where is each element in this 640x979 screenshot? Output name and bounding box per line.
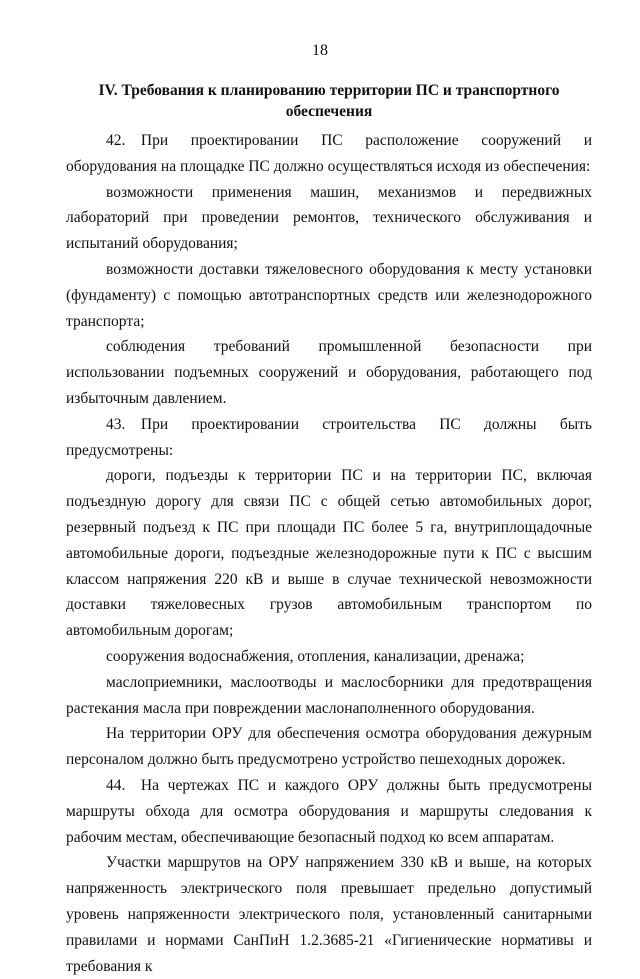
section-heading-line-1: IV. Требования к планированию территории ПС и транспортного [98, 82, 560, 99]
paragraph-42: 42. При проектировании ПС расположение сооружений и оборудования на площадке ПС должно осуществляться исходя из обеспечения: [66, 132, 592, 175]
list-item: соблюдения требований промышленной безопасности при использовании подъемных сооружений и оборудования, работающего под избыточным давлением. [66, 338, 592, 407]
paragraph-44: 44. На чертежах ПС и каждого ОРУ должны быть предусмотрены маршруты обхода для осмотра оборудования и маршруты следования к рабочим местам, обеспечивающие безопасный подход ко всем аппаратам. [66, 776, 592, 846]
list-item: дороги, подъезды к территории ПС и на территории ПС, включая подъездную дорогу для связи ПС с общей сетью автомобильных дорог, резервный подъезд к ПС при площади ПС более 5 га, внутриплощадочные автомобильные дороги, подъездные железнодорожные пути к ПС с высшим классом напряжения 220 кВ и выше в случае технической невозможности доставки тяжеловесных грузов автомобильным транспортом по автомобильным дорогам; [66, 467, 592, 640]
paragraph: На территории ОРУ для обеспечения осмотра оборудования дежурным персоналом должно быть предусмотрено устройство пешеходных дорожек. [66, 725, 592, 769]
section-heading [66, 80, 592, 122]
paragraph: Участки маршрутов на ОРУ напряжением 330 кВ и выше, на которых напряженность электрического поля превышает предельно допустимый уровень напряженности электрического поля, установленный санитарными правилами и нормами СанПиН 1.2.3685-21 «Гигиенические нормативы и требования к [66, 854, 592, 975]
paragraph-43: 43. При проектировании строительства ПС должны быть предусмотрены: [66, 415, 592, 459]
document-body [66, 128, 592, 979]
list-item: возможности доставки тяжеловесного оборудования к месту установки (фундаменту) с помощью автотранспортных средств или железнодорожного транспорта; [66, 260, 592, 330]
list-item: возможности применения машин, механизмов и передвижных лабораторий при проведении ремонтов, технического обслуживания и испытаний оборудования; [66, 183, 592, 253]
page-number: 18 [312, 42, 328, 59]
list-item: маслоприемники, маслоотводы и маслосборники для предотвращения растекания масла при повреждении маслонаполненного оборудования. [66, 673, 592, 717]
list-item: сооружения водоснабжения, отопления, канализации, дренажа; [106, 647, 525, 665]
section-heading-line-2: обеспечения [285, 103, 373, 120]
